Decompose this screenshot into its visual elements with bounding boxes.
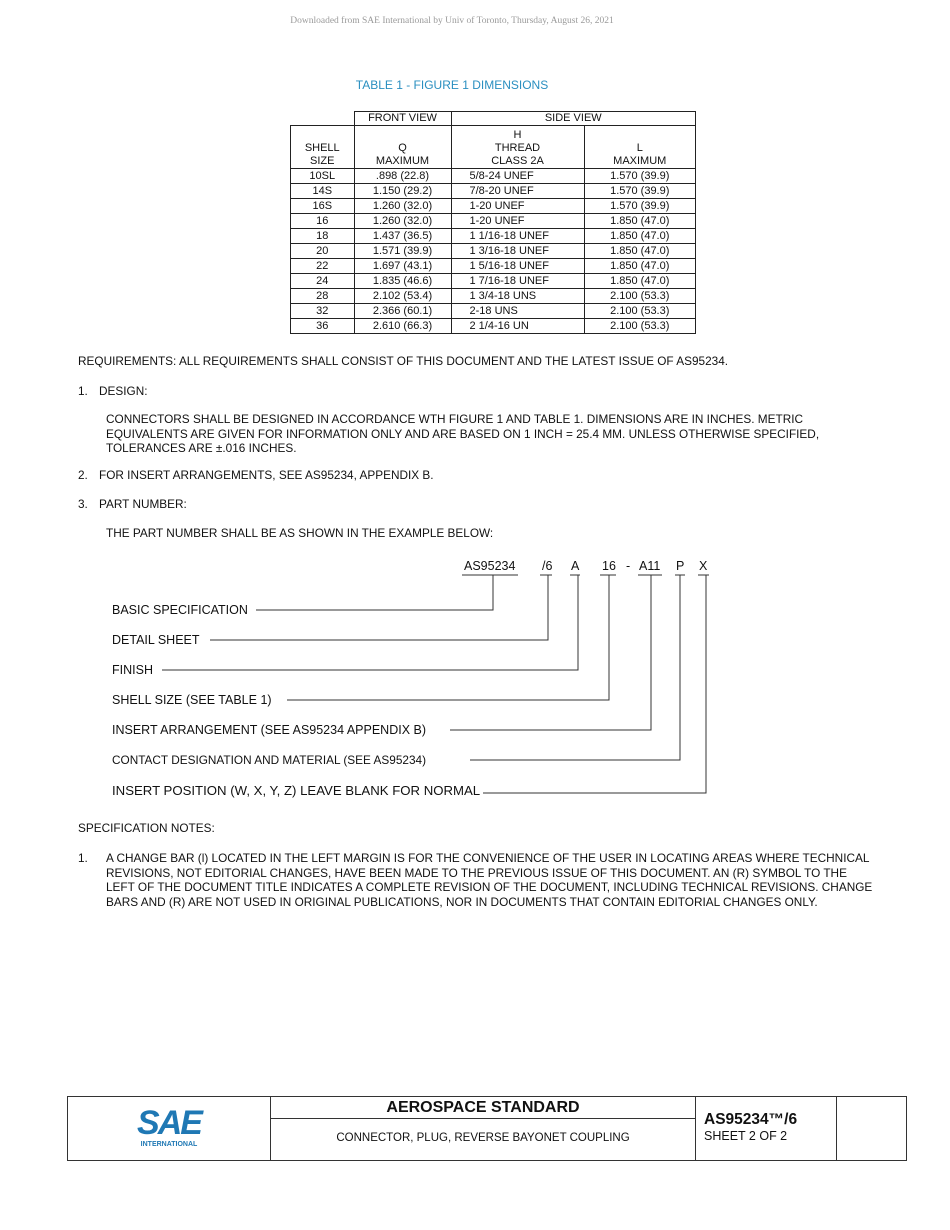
q-cell: 1.437 (36.5) <box>354 229 451 244</box>
shell-size-cell: 16 <box>291 214 355 229</box>
q-cell: .898 (22.8) <box>354 169 451 184</box>
l-cell: 2.100 (53.3) <box>584 289 696 304</box>
table-row <box>291 304 696 319</box>
q-cell: 1.697 (43.1) <box>354 259 451 274</box>
insert-arrangement-text: FOR INSERT ARRANGEMENTS, SEE AS95234, APPENDIX B. <box>99 468 434 482</box>
logo-cell <box>68 1097 271 1160</box>
standard-title: AEROSPACE STANDARD <box>271 1097 695 1119</box>
title-cell <box>271 1097 696 1160</box>
l-cell: 1.850 (47.0) <box>584 229 696 244</box>
title-block <box>67 1096 907 1161</box>
leader-line <box>470 575 680 760</box>
shell-size-cell: 14S <box>291 184 355 199</box>
pn-token: A <box>571 559 580 573</box>
shell-size-header: SHELL SIZE <box>291 126 355 169</box>
thread-cell: 7/8-20 UNEF <box>451 184 584 199</box>
sae-logo-subtext: INTERNATIONAL <box>140 1141 198 1148</box>
l-cell: 1.570 (39.9) <box>584 199 696 214</box>
l-cell: 1.570 (39.9) <box>584 184 696 199</box>
shell-size-cell: 32 <box>291 304 355 319</box>
table-row <box>291 169 696 184</box>
part-number-heading: PART NUMBER: <box>99 497 187 511</box>
pn-label: FINISH <box>112 663 153 677</box>
shell-size-cell: 20 <box>291 244 355 259</box>
shell-size-cell: 24 <box>291 274 355 289</box>
q-cell: 1.835 (46.6) <box>354 274 451 289</box>
requirements-text: REQUIREMENTS: ALL REQUIREMENTS SHALL CONSIST OF THIS DOCUMENT AND THE LATEST ISSUE OF AS95234. <box>78 354 729 368</box>
pn-token: P <box>676 559 685 573</box>
table-row <box>291 274 696 289</box>
h-header: H THREAD CLASS 2A <box>451 126 584 169</box>
thread-cell: 1-20 UNEF <box>451 214 584 229</box>
table-row <box>291 184 696 199</box>
pn-token: X <box>699 559 708 573</box>
pn-label: INSERT ARRANGEMENT (SEE AS95234 APPENDIX B) <box>112 723 427 737</box>
pn-token: A11 <box>639 559 661 573</box>
leader-line <box>450 575 651 730</box>
l-cell: 1.850 (47.0) <box>584 244 696 259</box>
thread-cell: 1 7/16-18 UNEF <box>451 274 584 289</box>
thread-cell: 1 5/16-18 UNEF <box>451 259 584 274</box>
pn-token: 16 <box>602 559 616 573</box>
dimensions-table <box>290 111 696 334</box>
thread-cell: 5/8-24 UNEF <box>451 169 584 184</box>
pn-token: - <box>626 559 631 573</box>
l-cell: 1.570 (39.9) <box>584 169 696 184</box>
thread-cell: 2-18 UNS <box>451 304 584 319</box>
section-number: 1. <box>78 384 88 398</box>
q-cell: 2.610 (66.3) <box>354 319 451 334</box>
note-text: A CHANGE BAR (l) LOCATED IN THE LEFT MARGIN IS FOR THE CONVENIENCE OF THE USER IN LOCATING AREAS WHERE TECHNICAL REVISIONS, NOT EDITORIAL CHANGES, HAVE BEEN MADE TO THE PREVIOUS ISSUE OF THIS DOCUMENT. AN (R) SYMBOL TO THE LEFT OF THE DOCUMENT TITLE INDICATES A COMPLETE REVISION OF THE DOCUMENT, INCLUDING TECHNICAL REVISIONS. CHANGE BARS AND (R) ARE NOT USED IN ORIGINAL PUBLICATIONS, NOR IN DOCUMENTS THAT CONTAIN EDITORIAL CHANGES ONLY. <box>106 851 873 909</box>
front-view-header: FRONT VIEW <box>354 112 451 126</box>
table-row <box>291 199 696 214</box>
pn-label: BASIC SPECIFICATION <box>112 603 248 617</box>
thread-cell: 1 3/4-18 UNS <box>451 289 584 304</box>
l-cell: 1.850 (47.0) <box>584 259 696 274</box>
doc-number-cell <box>696 1097 837 1160</box>
leader-line <box>256 575 493 610</box>
pn-token: /6 <box>542 559 553 573</box>
table-row <box>291 319 696 334</box>
document-subtitle: CONNECTOR, PLUG, REVERSE BAYONET COUPLING <box>336 1132 630 1144</box>
q-cell: 1.571 (39.9) <box>354 244 451 259</box>
leader-line <box>210 575 548 640</box>
thread-cell: 1 3/16-18 UNEF <box>451 244 584 259</box>
leader-line <box>287 575 609 700</box>
l-cell: 1.850 (47.0) <box>584 214 696 229</box>
thread-cell: 1-20 UNEF <box>451 199 584 214</box>
table-row <box>291 259 696 274</box>
shell-size-cell: 16S <box>291 199 355 214</box>
shell-size-cell: 36 <box>291 319 355 334</box>
l-cell: 2.100 (53.3) <box>584 319 696 334</box>
side-view-header: SIDE VIEW <box>451 112 696 126</box>
section-number: 2. <box>78 468 88 482</box>
table-row <box>291 214 696 229</box>
table-title: TABLE 1 - FIGURE 1 DIMENSIONS <box>355 78 549 92</box>
leader-line <box>162 575 578 670</box>
l-cell: 2.100 (53.3) <box>584 304 696 319</box>
note-number: 1. <box>78 851 88 865</box>
shell-size-cell: 22 <box>291 259 355 274</box>
part-number-diagram <box>100 550 740 800</box>
table-row <box>291 244 696 259</box>
design-text: CONNECTORS SHALL BE DESIGNED IN ACCORDANCE WTH FIGURE 1 AND TABLE 1. DIMENSIONS ARE IN INCHES. METRIC EQUIVALENTS ARE GIVEN FOR INFORMATION ONLY AND ARE BASED ON 1 INCH = 25.4 MM. UNLESS OTHERWISE SPECIFIED, TOLERANCES ARE ±.016 INCHES. <box>106 412 820 455</box>
table-row <box>291 289 696 304</box>
part-number-intro: THE PART NUMBER SHALL BE AS SHOWN IN THE EXAMPLE BELOW: <box>106 526 494 540</box>
thread-cell: 2 1/4-16 UN <box>451 319 584 334</box>
q-header: Q MAXIMUM <box>354 126 451 169</box>
design-heading: DESIGN: <box>99 384 148 398</box>
table-row <box>291 229 696 244</box>
shell-size-cell: 18 <box>291 229 355 244</box>
shell-size-cell: 10SL <box>291 169 355 184</box>
q-cell: 1.260 (32.0) <box>354 199 451 214</box>
thread-cell: 1 1/16-18 UNEF <box>451 229 584 244</box>
sae-logo-text: SAE <box>137 1104 201 1142</box>
pn-label: SHELL SIZE (SEE TABLE 1) <box>112 693 272 707</box>
sheet-number: SHEET 2 OF 2 <box>704 1129 788 1143</box>
l-header: L MAXIMUM <box>584 126 696 169</box>
pn-token: AS95234 <box>464 559 516 573</box>
q-cell: 2.102 (53.4) <box>354 289 451 304</box>
notes-heading: SPECIFICATION NOTES: <box>78 821 215 835</box>
l-cell: 1.850 (47.0) <box>584 274 696 289</box>
q-cell: 2.366 (60.1) <box>354 304 451 319</box>
pn-label: CONTACT DESIGNATION AND MATERIAL (SEE AS95234) <box>112 753 427 767</box>
pn-label: INSERT POSITION (W, X, Y, Z) LEAVE BLANK FOR NORMAL <box>112 783 481 798</box>
section-number: 3. <box>78 497 88 511</box>
shell-size-cell: 28 <box>291 289 355 304</box>
dimensions-table-body <box>291 169 696 334</box>
sae-logo <box>68 1097 270 1160</box>
download-notice: Downloaded from SAE International by Univ of Toronto, Thursday, August 26, 2021 <box>290 16 614 26</box>
document-number: AS95234™/6 <box>704 1111 798 1128</box>
pn-label: DETAIL SHEET <box>112 633 200 647</box>
q-cell: 1.150 (29.2) <box>354 184 451 199</box>
q-cell: 1.260 (32.0) <box>354 214 451 229</box>
